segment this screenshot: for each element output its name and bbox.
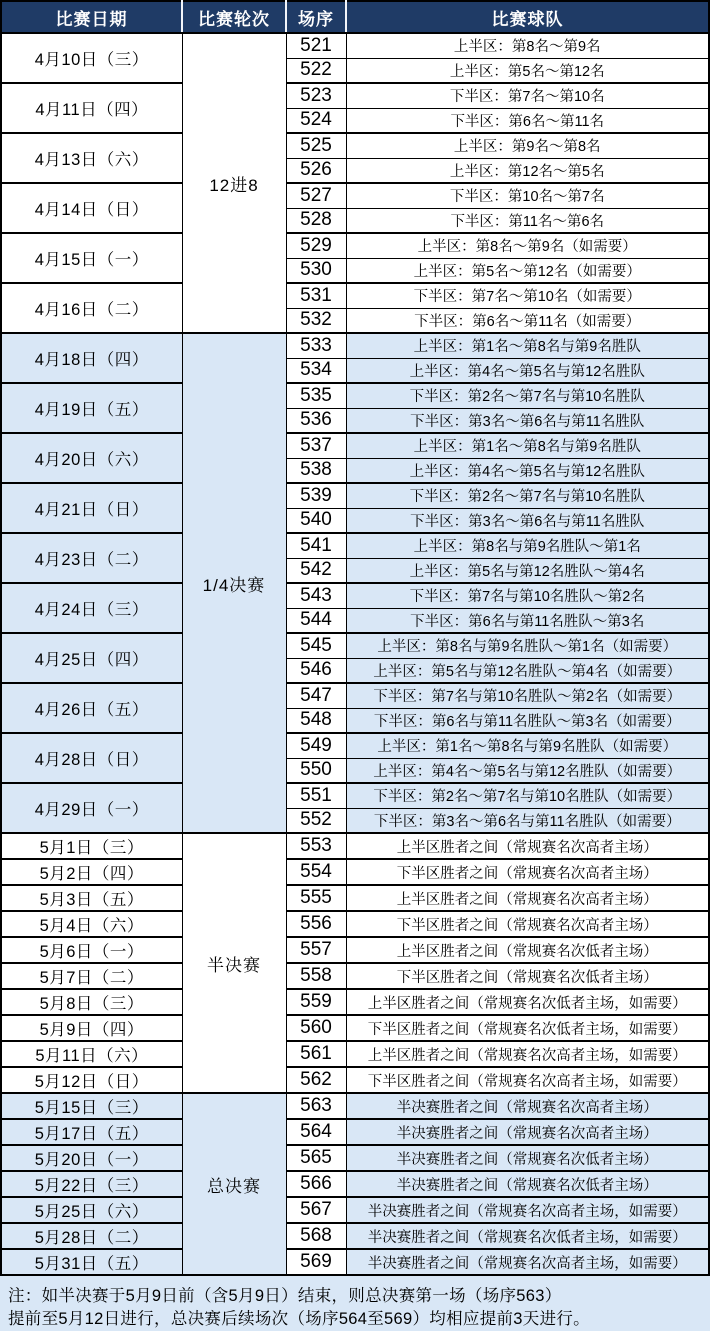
date-cell: 4月25日（四） xyxy=(1,633,182,683)
game-no-cell: 530 xyxy=(286,258,346,283)
teams-cell: 半决赛胜者之间（常规赛名次高者主场） xyxy=(346,1119,709,1145)
game-row xyxy=(1,1093,709,1119)
game-no-cell: 524 xyxy=(286,108,346,133)
game-no-cell: 556 xyxy=(286,911,346,937)
game-no-cell: 534 xyxy=(286,358,346,383)
game-no-cell: 545 xyxy=(286,633,346,658)
teams-cell: 半决赛胜者之间（常规赛名次高者主场，如需要） xyxy=(346,1197,709,1223)
date-cell: 4月16日（二） xyxy=(1,283,182,333)
game-no-cell: 526 xyxy=(286,158,346,183)
game-no-cell: 560 xyxy=(286,1015,346,1041)
game-no-cell: 533 xyxy=(286,333,346,358)
teams-cell: 上半区胜者之间（常规赛名次低者主场，如需要） xyxy=(346,989,709,1015)
date-cell: 5月1日（三） xyxy=(1,833,182,859)
teams-cell: 下半区：第11名～第6名 xyxy=(346,208,709,233)
teams-cell: 上半区：第9名～第8名 xyxy=(346,133,709,158)
game-row xyxy=(1,683,709,708)
game-row xyxy=(1,1119,709,1145)
teams-cell: 下半区胜者之间（常规赛名次高者主场） xyxy=(346,859,709,885)
game-row xyxy=(1,937,709,963)
teams-cell: 上半区：第4名～第5名与第12名胜队 xyxy=(346,358,709,383)
game-row xyxy=(1,1145,709,1171)
game-no-cell: 559 xyxy=(286,989,346,1015)
teams-cell: 上半区胜者之间（常规赛名次高者主场，如需要） xyxy=(346,1041,709,1067)
game-no-cell: 549 xyxy=(286,733,346,758)
game-no-cell: 538 xyxy=(286,458,346,483)
date-cell: 5月3日（五） xyxy=(1,885,182,911)
header-date: 比赛日期 xyxy=(1,1,182,33)
game-row xyxy=(1,1171,709,1197)
game-row xyxy=(1,1249,709,1275)
teams-cell: 半决赛胜者之间（常规赛名次低者主场，如需要） xyxy=(346,1223,709,1249)
game-row xyxy=(1,1223,709,1249)
game-row xyxy=(1,533,709,558)
date-cell: 5月7日（二） xyxy=(1,963,182,989)
game-row xyxy=(1,859,709,885)
date-cell: 4月24日（三） xyxy=(1,583,182,633)
game-no-cell: 532 xyxy=(286,308,346,333)
date-cell: 4月10日（三） xyxy=(1,33,182,83)
date-cell: 5月12日（日） xyxy=(1,1067,182,1093)
date-cell: 5月9日（四） xyxy=(1,1015,182,1041)
teams-cell: 上半区：第4名～第5名与第12名胜队（如需要） xyxy=(346,758,709,783)
game-no-cell: 554 xyxy=(286,859,346,885)
game-no-cell: 521 xyxy=(286,33,346,58)
date-cell: 5月2日（四） xyxy=(1,859,182,885)
teams-cell: 上半区：第5名与第12名胜队～第4名 xyxy=(346,558,709,583)
game-no-cell: 543 xyxy=(286,583,346,608)
game-no-cell: 542 xyxy=(286,558,346,583)
game-no-cell: 522 xyxy=(286,58,346,83)
game-row xyxy=(1,733,709,758)
teams-cell: 下半区：第6名与第11名胜队～第3名 xyxy=(346,608,709,633)
date-cell: 5月25日（六） xyxy=(1,1197,182,1223)
date-cell: 4月29日（一） xyxy=(1,783,182,833)
game-no-cell: 550 xyxy=(286,758,346,783)
game-row xyxy=(1,283,709,308)
date-cell: 4月13日（六） xyxy=(1,133,182,183)
teams-cell: 下半区胜者之间（常规赛名次低者主场，如需要） xyxy=(346,1015,709,1041)
teams-cell: 半决赛胜者之间（常规赛名次高者主场，如需要） xyxy=(346,1249,709,1275)
game-row xyxy=(1,333,709,358)
date-cell: 5月17日（五） xyxy=(1,1119,182,1145)
teams-cell: 上半区胜者之间（常规赛名次低者主场） xyxy=(346,937,709,963)
header-round: 比赛轮次 xyxy=(182,1,286,33)
game-no-cell: 558 xyxy=(286,963,346,989)
date-cell: 4月15日（一） xyxy=(1,233,182,283)
game-no-cell: 537 xyxy=(286,433,346,458)
game-no-cell: 540 xyxy=(286,508,346,533)
game-row xyxy=(1,783,709,808)
teams-cell: 上半区：第8名～第9名 xyxy=(346,33,709,58)
teams-cell: 下半区：第3名～第6名与第11名胜队 xyxy=(346,408,709,433)
teams-cell: 上半区：第8名与第9名胜队～第1名（如需要） xyxy=(346,633,709,658)
game-no-cell: 569 xyxy=(286,1249,346,1275)
date-cell: 4月28日（日） xyxy=(1,733,182,783)
date-cell: 5月28日（二） xyxy=(1,1223,182,1249)
teams-cell: 下半区：第2名～第7名与第10名胜队 xyxy=(346,383,709,408)
teams-cell: 下半区：第3名～第6名与第11名胜队（如需要） xyxy=(346,808,709,833)
teams-cell: 半决赛胜者之间（常规赛名次高者主场） xyxy=(346,1093,709,1119)
date-cell: 4月23日（二） xyxy=(1,533,182,583)
game-row xyxy=(1,833,709,859)
teams-cell: 上半区：第5名～第12名 xyxy=(346,58,709,83)
teams-cell: 上半区：第5名与第12名胜队～第4名（如需要） xyxy=(346,658,709,683)
game-row xyxy=(1,433,709,458)
teams-cell: 半决赛胜者之间（常规赛名次低者主场） xyxy=(346,1145,709,1171)
teams-cell: 下半区胜者之间（常规赛名次高者主场） xyxy=(346,911,709,937)
teams-cell: 上半区：第1名～第8名与第9名胜队 xyxy=(346,433,709,458)
teams-cell: 下半区：第10名～第7名 xyxy=(346,183,709,208)
date-cell: 5月20日（一） xyxy=(1,1145,182,1171)
date-cell: 5月22日（三） xyxy=(1,1171,182,1197)
game-no-cell: 568 xyxy=(286,1223,346,1249)
date-cell: 4月14日（日） xyxy=(1,183,182,233)
game-row xyxy=(1,483,709,508)
game-no-cell: 564 xyxy=(286,1119,346,1145)
game-no-cell: 539 xyxy=(286,483,346,508)
teams-cell: 上半区胜者之间（常规赛名次高者主场） xyxy=(346,833,709,859)
date-cell: 5月15日（三） xyxy=(1,1093,182,1119)
game-row xyxy=(1,1015,709,1041)
game-no-cell: 536 xyxy=(286,408,346,433)
round-cell: 半决赛 xyxy=(182,833,286,1093)
game-no-cell: 546 xyxy=(286,658,346,683)
schedule-table-body xyxy=(1,33,709,1275)
game-row xyxy=(1,383,709,408)
game-no-cell: 547 xyxy=(286,683,346,708)
teams-cell: 上半区：第8名～第9名（如需要） xyxy=(346,233,709,258)
game-row xyxy=(1,911,709,937)
game-no-cell: 535 xyxy=(286,383,346,408)
date-cell: 4月18日（四） xyxy=(1,333,182,383)
teams-cell: 下半区：第6名～第11名（如需要） xyxy=(346,308,709,333)
game-no-cell: 552 xyxy=(286,808,346,833)
game-row xyxy=(1,183,709,208)
teams-cell: 下半区：第6名与第11名胜队～第3名（如需要） xyxy=(346,708,709,733)
teams-cell: 下半区胜者之间（常规赛名次高者主场，如需要） xyxy=(346,1067,709,1093)
date-cell: 4月19日（五） xyxy=(1,383,182,433)
game-no-cell: 527 xyxy=(286,183,346,208)
date-cell: 5月11日（六） xyxy=(1,1041,182,1067)
date-cell: 4月26日（五） xyxy=(1,683,182,733)
teams-cell: 上半区：第1名～第8名与第9名胜队（如需要） xyxy=(346,733,709,758)
teams-cell: 上半区：第12名～第5名 xyxy=(346,158,709,183)
game-row xyxy=(1,989,709,1015)
date-cell: 5月31日（五） xyxy=(1,1249,182,1275)
teams-cell: 下半区：第7名～第10名（如需要） xyxy=(346,283,709,308)
round-cell: 1/4决赛 xyxy=(182,333,286,833)
game-no-cell: 544 xyxy=(286,608,346,633)
header-teams: 比赛球队 xyxy=(346,1,709,33)
teams-cell: 上半区：第8名与第9名胜队～第1名 xyxy=(346,533,709,558)
teams-cell: 上半区：第5名～第12名（如需要） xyxy=(346,258,709,283)
game-no-cell: 525 xyxy=(286,133,346,158)
footnote-line-2: 提前至5月12日进行，总决赛后续场次（场序564至569）均相应提前3天进行。 xyxy=(8,1309,590,1328)
game-no-cell: 548 xyxy=(286,708,346,733)
game-row xyxy=(1,633,709,658)
teams-cell: 半决赛胜者之间（常规赛名次低者主场） xyxy=(346,1171,709,1197)
round-cell: 12进8 xyxy=(182,33,286,333)
teams-cell: 下半区：第6名～第11名 xyxy=(346,108,709,133)
game-row xyxy=(1,1197,709,1223)
game-row xyxy=(1,963,709,989)
game-no-cell: 551 xyxy=(286,783,346,808)
teams-cell: 下半区：第7名与第10名胜队～第2名 xyxy=(346,583,709,608)
game-no-cell: 523 xyxy=(286,83,346,108)
game-row xyxy=(1,1041,709,1067)
table-header-row xyxy=(1,1,709,33)
header-game-no: 场序 xyxy=(286,1,346,33)
teams-cell: 上半区：第4名～第5名与第12名胜队 xyxy=(346,458,709,483)
game-no-cell: 565 xyxy=(286,1145,346,1171)
game-no-cell: 567 xyxy=(286,1197,346,1223)
game-no-cell: 555 xyxy=(286,885,346,911)
footnote-line-1: 注：如半决赛于5月9日前（含5月9日）结束，则总决赛第一场（场序563） xyxy=(8,1287,562,1305)
date-cell: 4月21日（日） xyxy=(1,483,182,533)
game-row xyxy=(1,133,709,158)
teams-cell: 下半区：第2名～第7名与第10名胜队 xyxy=(346,483,709,508)
footnote xyxy=(0,1276,708,1331)
teams-cell: 下半区胜者之间（常规赛名次低者主场） xyxy=(346,963,709,989)
teams-cell: 下半区：第7名～第10名 xyxy=(346,83,709,108)
game-row xyxy=(1,583,709,608)
game-no-cell: 528 xyxy=(286,208,346,233)
teams-cell: 下半区：第7名与第10名胜队～第2名（如需要） xyxy=(346,683,709,708)
game-row xyxy=(1,83,709,108)
game-row xyxy=(1,33,709,58)
game-row xyxy=(1,885,709,911)
date-cell: 5月8日（三） xyxy=(1,989,182,1015)
game-no-cell: 541 xyxy=(286,533,346,558)
game-row xyxy=(1,1067,709,1093)
date-cell: 4月20日（六） xyxy=(1,433,182,483)
game-no-cell: 557 xyxy=(286,937,346,963)
round-cell: 总决赛 xyxy=(182,1093,286,1275)
game-no-cell: 566 xyxy=(286,1171,346,1197)
game-row xyxy=(1,233,709,258)
game-no-cell: 553 xyxy=(286,833,346,859)
game-no-cell: 529 xyxy=(286,233,346,258)
teams-cell: 下半区：第3名～第6名与第11名胜队 xyxy=(346,508,709,533)
teams-cell: 下半区：第2名～第7名与第10名胜队（如需要） xyxy=(346,783,709,808)
date-cell: 5月4日（六） xyxy=(1,911,182,937)
game-no-cell: 561 xyxy=(286,1041,346,1067)
teams-cell: 上半区胜者之间（常规赛名次高者主场） xyxy=(346,885,709,911)
teams-cell: 上半区：第1名～第8名与第9名胜队 xyxy=(346,333,709,358)
date-cell: 4月11日（四） xyxy=(1,83,182,133)
game-no-cell: 562 xyxy=(286,1067,346,1093)
game-no-cell: 531 xyxy=(286,283,346,308)
game-no-cell: 563 xyxy=(286,1093,346,1119)
date-cell: 5月6日（一） xyxy=(1,937,182,963)
